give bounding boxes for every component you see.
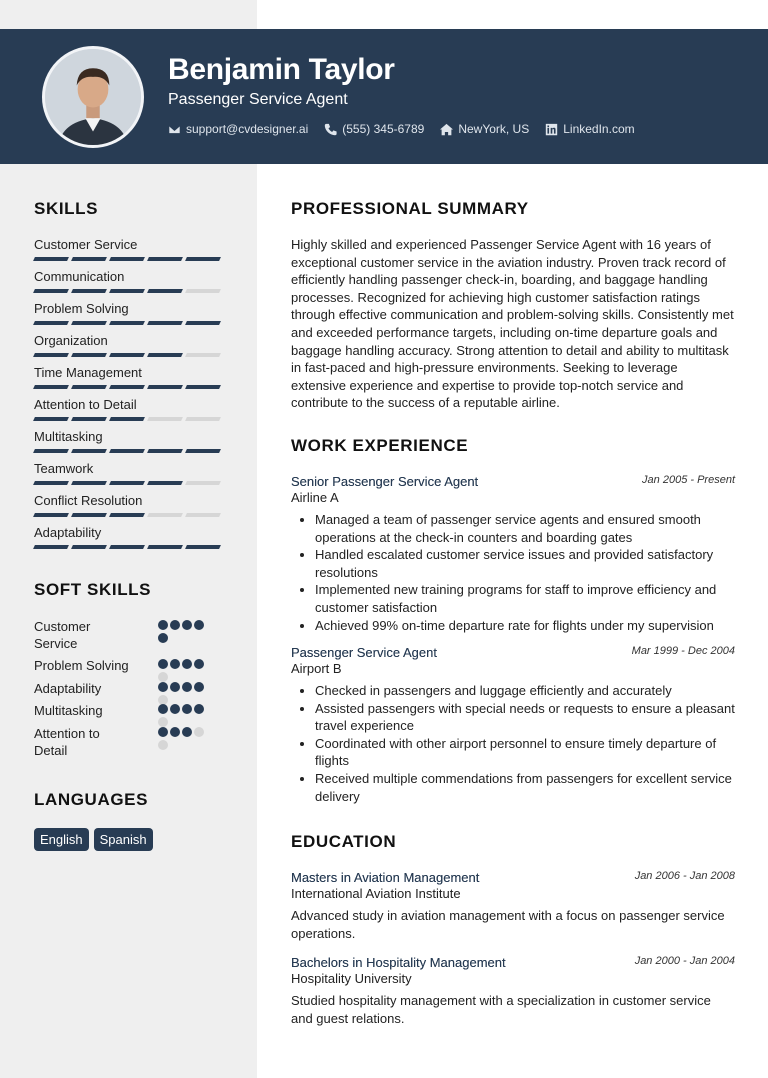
rating-dot [194, 704, 204, 714]
skill-level-segment [147, 545, 183, 549]
home-icon [440, 123, 453, 136]
candidate-title: Passenger Service Agent [168, 91, 348, 108]
skill-level-segment [71, 289, 107, 293]
skill-level-segment [71, 449, 107, 453]
skill-level-segment [71, 417, 107, 421]
skill-label: Multitasking [34, 429, 103, 444]
rating-dot [158, 727, 168, 737]
contact-location-text: NewYork, US [458, 122, 530, 136]
summary-text: Highly skilled and experienced Passenger Service Agent with 16 years of exceptional customer service in the aviation industry. Proven track record of efficiently handling passenger check-in, boarding, and baggage handling processes. Recognized for achieving high customer satisfaction ratings through effective communication and problem-solving skills. Consistently met and exceeded performance targets, including on-time departure goals and baggage handling accuracy. Strong attention to detail and ability to multitask in fast-paced and high-pressure environments. Seeking to leverage extensive experience and expertise to provide top-notch service and contribute to the success of a reputable airline. [291, 237, 734, 411]
rating-dot [182, 704, 192, 714]
skill-level-bar [34, 481, 224, 485]
skill-label: Adaptability [34, 525, 102, 540]
skill-level-segment [33, 321, 69, 325]
skill-level-segment [185, 257, 221, 261]
skill-level-segment [185, 385, 221, 389]
job-entry [291, 474, 735, 634]
header-banner [0, 29, 768, 164]
job-bullet: • Achieved 99% on-time departure rate for flights under my supervision [315, 617, 735, 635]
soft-skill-item [34, 680, 224, 702]
education-entry [291, 870, 735, 942]
skill-level-segment [147, 513, 183, 517]
skill-level-segment [109, 385, 145, 389]
job-bullet: • Received multiple commendations from passengers for excellent service delivery [315, 770, 735, 805]
soft-skill-label: Adaptability [34, 681, 102, 696]
skill-label: Teamwork [34, 461, 94, 476]
job-bullet: • Checked in passengers and luggage efficiently and accurately [315, 682, 735, 700]
contact-linkedin[interactable] [545, 122, 634, 136]
rating-dot [158, 682, 168, 692]
skill-level-bar [34, 385, 224, 389]
skill-level-segment [147, 353, 183, 357]
skill-level-segment [33, 385, 69, 389]
skill-item [34, 268, 224, 300]
skill-level-segment [185, 545, 221, 549]
skill-level-segment [33, 481, 69, 485]
rating-dot [170, 620, 180, 630]
skills-heading: SKILLS [34, 199, 99, 218]
job-bullet: • Handled escalated customer service issues and provided satisfactory resolutions [315, 546, 735, 581]
skill-label: Customer Service [34, 237, 138, 252]
skill-item [34, 492, 224, 524]
soft-skill-rating [158, 659, 214, 682]
degree-description: Studied hospitality management with a specialization in customer service and guest relations. [291, 993, 711, 1026]
education-heading: EDUCATION [291, 832, 397, 851]
skill-level-bar [34, 545, 224, 549]
contact-linkedin-text: LinkedIn.com [563, 122, 635, 136]
skill-level-segment [185, 289, 221, 293]
job-date: Mar 1999 - Dec 2004 [631, 645, 735, 657]
job-bullet: • Implemented new training programs for staff to improve efficiency and customer satisfaction [315, 581, 735, 616]
skill-level-segment [147, 481, 183, 485]
skill-level-bar [34, 289, 224, 293]
soft-skill-item [34, 657, 224, 680]
job-bullets [291, 682, 735, 805]
job-entry [291, 645, 735, 805]
person-portrait-icon [45, 49, 141, 145]
skill-level-segment [71, 513, 107, 517]
skill-level-segment [71, 321, 107, 325]
skill-level-segment [185, 513, 221, 517]
skill-level-segment [109, 545, 145, 549]
skill-level-segment [71, 353, 107, 357]
experience-heading: WORK EXPERIENCE [291, 436, 469, 455]
degree-date: Jan 2006 - Jan 2008 [634, 870, 735, 882]
skill-level-bar [34, 513, 224, 517]
skill-level-segment [109, 321, 145, 325]
soft-skills-list [34, 618, 224, 759]
job-employer: Airport B [291, 661, 342, 676]
job-bullet: • Coordinated with other airport personnel to ensure timely departure of flights [315, 735, 735, 770]
skill-level-segment [109, 289, 145, 293]
languages-list [34, 828, 153, 851]
rating-dot [158, 704, 168, 714]
skill-item [34, 332, 224, 364]
skill-level-segment [33, 513, 69, 517]
skill-level-segment [147, 289, 183, 293]
contact-phone[interactable] [324, 122, 424, 136]
skill-level-segment [109, 481, 145, 485]
contact-email-text: support@cvdesigner.ai [186, 122, 309, 136]
rating-dot [194, 682, 204, 692]
skill-level-segment [33, 289, 69, 293]
skill-level-segment [147, 385, 183, 389]
rating-dot [170, 682, 180, 692]
skill-label: Communication [34, 269, 125, 284]
education-entry [291, 955, 735, 1027]
soft-skill-item [34, 725, 224, 759]
rating-dot [194, 620, 204, 630]
skill-item [34, 364, 224, 396]
soft-skill-label: Problem Solving [34, 658, 129, 673]
skill-level-segment [185, 449, 221, 453]
skill-label: Problem Solving [34, 301, 129, 316]
skill-level-segment [109, 417, 145, 421]
job-bullets [291, 511, 735, 634]
rating-dot [158, 620, 168, 630]
soft-skill-rating [158, 727, 214, 750]
contact-phone-text: (555) 345-6789 [342, 122, 425, 136]
skill-level-segment [185, 353, 221, 357]
skill-level-segment [33, 417, 69, 421]
skill-level-segment [71, 385, 107, 389]
job-date: Jan 2005 - Present [642, 474, 735, 486]
school-name: Hospitality University [291, 971, 412, 986]
skill-item [34, 460, 224, 492]
rating-dot [182, 682, 192, 692]
skill-level-segment [147, 257, 183, 261]
soft-skill-rating [158, 704, 214, 727]
skill-level-segment [109, 449, 145, 453]
skill-level-bar [34, 321, 224, 325]
rating-dot [182, 659, 192, 669]
skill-level-segment [109, 353, 145, 357]
skills-list [34, 236, 224, 556]
rating-dot [194, 659, 204, 669]
soft-skill-label: Customer Service [34, 619, 91, 651]
soft-skill-item [34, 702, 224, 725]
job-bullet: • Assisted passengers with special needs or requests to ensure a pleasant travel experience [315, 700, 735, 735]
candidate-name: Benjamin Taylor [168, 53, 395, 86]
rating-dot [158, 659, 168, 669]
languages-heading: LANGUAGES [34, 790, 149, 809]
degree-description: Advanced study in aviation management with a focus on passenger service operations. [291, 908, 725, 941]
rating-dot [170, 659, 180, 669]
rating-dot [170, 727, 180, 737]
rating-dot [158, 633, 168, 643]
soft-skill-label: Multitasking [34, 703, 103, 718]
skill-level-segment [33, 353, 69, 357]
skill-item [34, 396, 224, 428]
language-badge: Spanish [94, 828, 153, 851]
profile-photo [42, 46, 144, 148]
soft-skill-rating [158, 620, 214, 643]
soft-skill-item [34, 618, 224, 657]
skill-level-segment [185, 481, 221, 485]
rating-dot [194, 727, 204, 737]
job-title: Senior Passenger Service Agent [291, 474, 479, 489]
school-name: International Aviation Institute [291, 886, 461, 901]
skill-level-segment [147, 417, 183, 421]
summary-heading: PROFESSIONAL SUMMARY [291, 199, 529, 218]
skill-item [34, 524, 224, 556]
rating-dot [170, 704, 180, 714]
phone-icon [324, 123, 337, 136]
skill-level-segment [33, 449, 69, 453]
skill-level-segment [147, 449, 183, 453]
skill-label: Time Management [34, 365, 142, 380]
skill-level-bar [34, 257, 224, 261]
soft-skills-heading: SOFT SKILLS [34, 580, 152, 599]
rating-dot [158, 740, 168, 750]
skill-label: Organization [34, 333, 108, 348]
skill-level-bar [34, 417, 224, 421]
skill-level-segment [109, 257, 145, 261]
skill-level-segment [71, 545, 107, 549]
skill-level-segment [109, 513, 145, 517]
job-title: Passenger Service Agent [291, 645, 437, 660]
language-badge: English [34, 828, 89, 851]
linkedin-icon [545, 123, 558, 136]
skill-level-bar [34, 449, 224, 453]
degree-title: Bachelors in Hospitality Management [291, 955, 506, 970]
degree-date: Jan 2000 - Jan 2004 [634, 955, 735, 967]
contact-row [168, 122, 635, 136]
envelope-icon [168, 123, 181, 136]
skill-item [34, 428, 224, 460]
skill-item [34, 300, 224, 332]
rating-dot [182, 727, 192, 737]
skill-level-segment [33, 545, 69, 549]
skill-label: Conflict Resolution [34, 493, 143, 508]
job-employer: Airline A [291, 490, 339, 505]
skill-level-segment [185, 321, 221, 325]
skill-level-segment [33, 257, 69, 261]
rating-dot [182, 620, 192, 630]
soft-skill-label: Attention to Detail [34, 726, 100, 758]
contact-location [440, 122, 529, 136]
skill-level-segment [71, 481, 107, 485]
skill-level-bar [34, 353, 224, 357]
skill-item [34, 236, 224, 268]
job-bullet: • Managed a team of passenger service agents and ensured smooth operations at the check-in counters and boarding gates [315, 511, 735, 546]
skill-level-segment [147, 321, 183, 325]
degree-title: Masters in Aviation Management [291, 870, 480, 885]
skill-level-segment [71, 257, 107, 261]
contact-email[interactable] [168, 122, 308, 136]
skill-level-segment [185, 417, 221, 421]
skill-label: Attention to Detail [34, 397, 137, 412]
